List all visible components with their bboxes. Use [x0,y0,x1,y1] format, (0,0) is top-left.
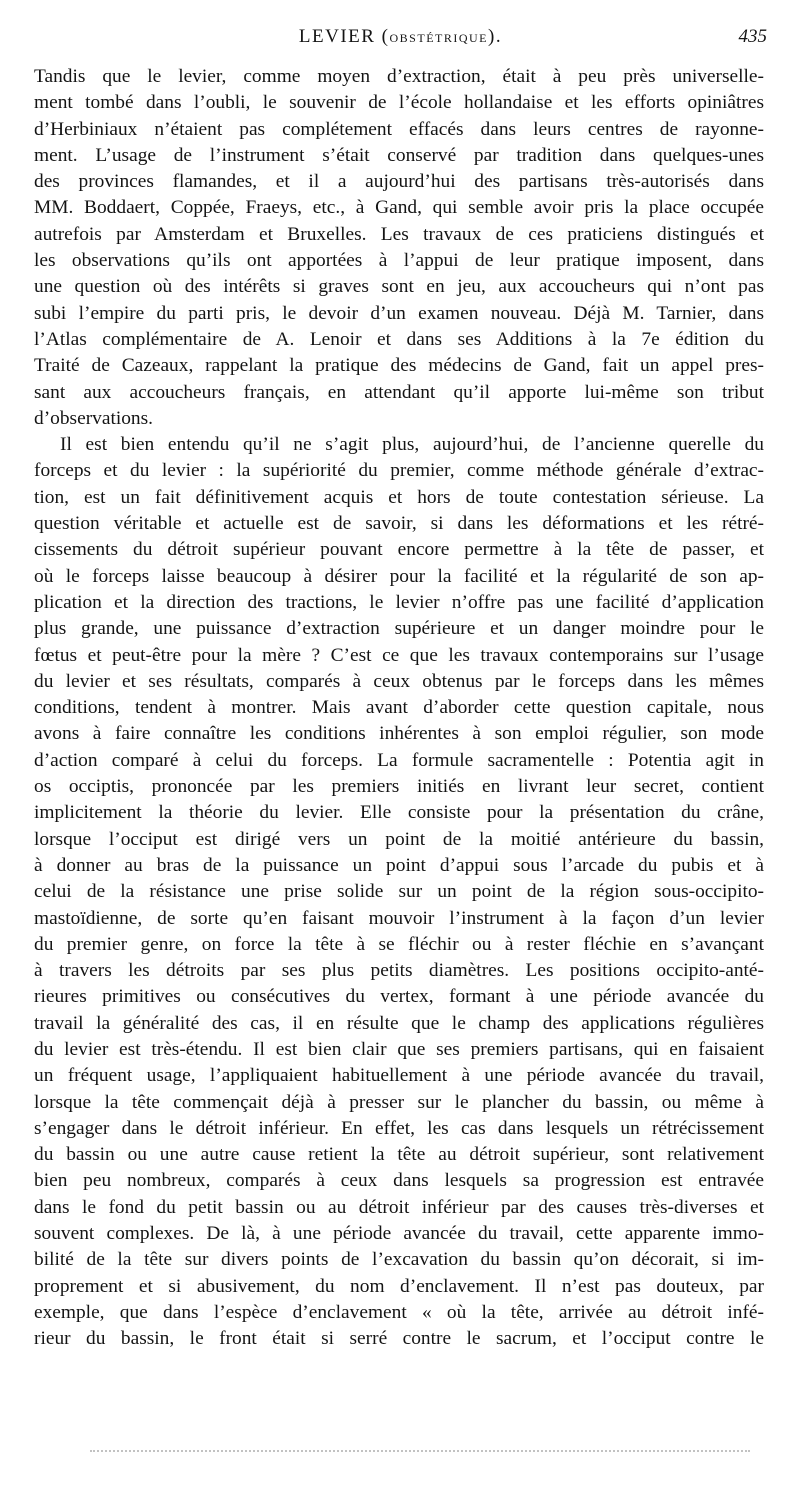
text-line: bien peu nombreux, comparés à ceux dans lesquels sa progression est entravée [34,1170,764,1192]
text-line: MM. Boddaert, Coppée, Fraeys, etc., à Gand, qui semble avoir pris la place occupée [34,197,764,219]
text-line: du bassin ou une autre cause retient la tête au détroit supérieur, sont relativement [34,1144,764,1166]
text-line: subi l’empire du parti pris, le devoir d’un examen nouveau. Déjà M. Tarnier, dans [34,302,764,324]
page-header [34,26,767,56]
page-number: 435 [738,26,767,47]
text-line: proprement et si abusivement, du nom d’enclavement. Il n’est pas douteux, par [34,1275,764,1297]
text-line: autrefois par Amsterdam et Bruxelles. Les travaux de ces praticiens distingués et [34,223,764,245]
text-line: exemple, que dans l’espèce d’enclavement « où la tête, arrivée au détroit infé- [34,1301,764,1323]
scan-bleed-dots [90,1450,750,1460]
text-line: os occiptis, prononcée par les premiers initiés en livrant leur secret, contient [34,776,764,798]
text-line: d’observations. [34,407,154,429]
text-line: une question où des intérêts si graves sont en jeu, aux accoucheurs qui n’ont pas [34,276,764,298]
text-line: tion, est un fait définitivement acquis et hors de toute contestation sérieuse. La [34,486,764,508]
text-line: rieures primitives ou consécutives du vertex, formant à une période avancée du [34,986,764,1008]
body-text [34,64,764,1353]
text-line: bilité de la tête sur divers points de l’excavation du bassin qu’on décorait, si im- [34,1249,764,1271]
text-line: plication et la direction des tractions, le levier n’offre pas une facilité d’application [34,591,764,613]
text-line: rieur du bassin, le front était si serré contre le sacrum, et l’occiput contre le [34,1328,764,1350]
text-line: lorsque l’occiput est dirigé vers un point de la moitié antérieure du bassin, [34,828,764,850]
text-line: du levier est très-étendu. Il est bien clair que ses premiers partisans, qui en faisaient [34,1038,764,1060]
running-head-subtitle: OBSTÉTRIQUE [389,31,489,45]
running-head-close: ). [488,26,503,47]
text-line: d’action comparé à celui du forceps. La formule sacramentelle : Potentia agit in [34,749,764,771]
text-line: dans le fond du petit bassin ou au détroit inférieur par des causes très-diverses et [34,1196,764,1218]
text-line: d’Herbiniaux n’étaient pas complétement effacés dans leurs centres de rayonne- [34,118,764,140]
running-head [34,26,767,48]
text-line: des provinces flamandes, et il a aujourd’hui des partisans très-autorisés dans [34,171,764,193]
text-line: conditions, tendent à montrer. Mais avant d’aborder cette question capitale, nous [34,697,764,719]
text-line: mastoïdienne, de sorte qu’en faisant mouvoir l’instrument à la façon d’un levier [34,907,764,929]
text-line: avons à faire connaître les conditions inhérentes à son emploi régulier, son mode [34,723,764,745]
text-line: un fréquent usage, l’appliquaient habituellement à une période avancée du travail, [34,1065,764,1087]
text-line: à travers les détroits par ses plus petits diamètres. Les positions occipito-anté- [34,960,764,982]
text-line: Il est bien entendu qu’il ne s’agit plus, aujourd’hui, de l’ancienne querelle du [60,434,764,456]
text-line: du premier genre, on force la tête à se fléchir ou à rester fléchie en s’avançant [34,933,764,955]
text-line: l’Atlas complémentaire de A. Lenoir et dans ses Additions à la 7e édition du [34,328,764,350]
text-line: travail la généralité des cas, il en résulte que le champ des applications régulières [34,1012,764,1034]
text-line: question véritable et actuelle est de savoir, si dans les déformations et les rétré- [34,513,764,535]
text-line: implicitement la théorie du levier. Elle consiste pour la présentation du crâne, [34,802,764,824]
text-line: celui de la résistance une prise solide sur un point de la région sous-occipito- [34,881,764,903]
text-line: souvent complexes. De là, à une période avancée du travail, cette apparente immo- [34,1223,764,1245]
text-line: cissements du détroit supérieur pouvant encore permettre à la tête de passer, et [34,539,764,561]
text-line: du levier et ses résultats, comparés à ceux obtenus par le forceps dans les mêmes [34,670,764,692]
running-head-title: LEVIER ( [298,26,390,47]
text-line: ment tombé dans l’oubli, le souvenir de l’école hollandaise et les efforts opiniâtres [34,92,764,114]
text-line: les observations qu’ils ont apportées à l’appui de leur pratique imposent, dans [34,250,764,272]
text-line: forceps et du levier : la supériorité du premier, comme méthode générale d’extrac- [34,460,764,482]
text-line: à donner au bras de la puissance un point d’appui sous l’arcade du pubis et à [34,854,764,876]
text-line: fœtus et peut-être pour la mère ? C’est ce que les travaux contemporains sur l’usage [34,644,764,666]
text-line: lorsque la tête commençait déjà à presser sur le plancher du bassin, ou même à [34,1091,764,1113]
text-line: Tandis que le levier, comme moyen d’extraction, était à peu près universelle- [34,66,764,87]
text-line: ment. L’usage de l’instrument s’était conservé par tradition dans quelques-unes [34,144,764,166]
text-line: Traité de Cazeaux, rappelant la pratique des médecins de Gand, fait un appel pres- [34,355,764,377]
text-line: où le forceps laisse beaucoup à désirer pour la facilité et la régularité de son ap- [34,565,764,587]
text-line: s’engager dans le détroit inférieur. En effet, les cas dans lesquels un rétrécissement [34,1117,764,1139]
text-line: sant aux accoucheurs français, en attendant qu’il apporte lui-même son tribut [34,381,764,403]
text-line: plus grande, une puissance d’extraction supérieure et un danger moindre pour le [34,618,764,640]
